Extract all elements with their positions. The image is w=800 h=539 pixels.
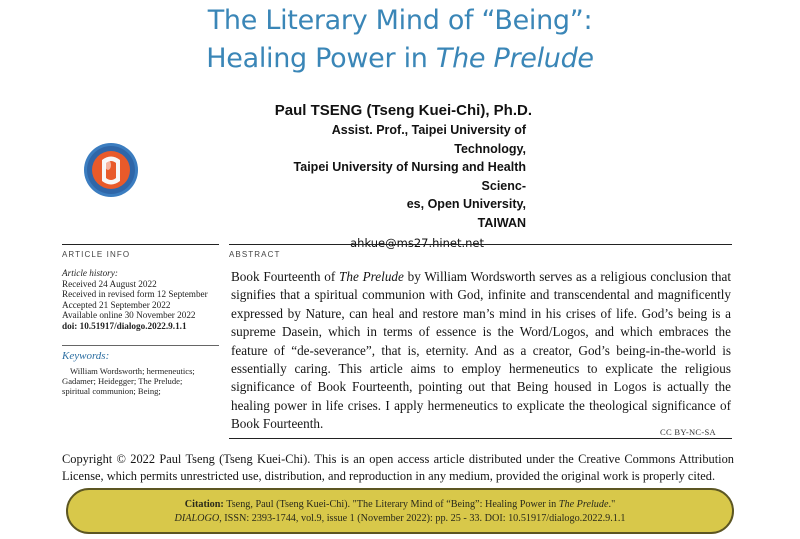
- affiliation-line: Taipei University of Nursing and Health Scienc-: [293, 160, 526, 193]
- citation-ref-suffix: .": [608, 499, 616, 510]
- doi-link[interactable]: doi: 10.51917/dialogo.2022.9.1.1: [62, 320, 187, 331]
- abstract-text: [231, 268, 731, 434]
- keywords-line: Gadamer; Heidegger; The Prelude;: [62, 376, 183, 386]
- abstract-part: by William Wordsworth serves as a religious conclusion that signifies that a spiritual communion with God, infinite and transcendental and magnificently expressed by Nature, can heal and restore man’s mind in his crises of life. God’s being is a supreme Dasein, which in terms of essence is the Word/Logos, and which embraces the feature of “de-severance”, that is, eternity. And as a creator, God’s being-in-the-world is essentially caring. This article aims to employ hermeneutics to explicate the religious significance of Book Fourteenth, pointing out that Being housed in Logos is actually the healing power in life crises. I apply hermeneutics to explicate the theological significance of Book Fourteenth.: [231, 269, 732, 432]
- license-label: CC BY-NC-SA: [660, 427, 716, 437]
- history-item: Available online 30 November 2022: [62, 310, 196, 321]
- copyright-notice: Copyright © 2022 Paul Tseng (Tseng Kuei-Chi). This is an open access article distributed under the Creative Commons Attribution License, which permits unrestricted use, distribution, and reproduction in any medium, provided the original work is properly cited.: [62, 452, 734, 483]
- affiliation-line: TAIWAN: [477, 215, 526, 230]
- article-title-line-1: The Literary Mind of “Being”:: [207, 5, 593, 36]
- abstract-italic-title: The Prelude: [339, 269, 404, 284]
- citation-details: , ISSN: 2393-1744, vol.9, issue 1 (November 2022): pp. 25 - 33. DOI: 10.51917/dialogo.2022.9.1.1: [219, 513, 626, 524]
- citation-ref: Tseng, Paul (Tseng Kuei-Chi). "The Literary Mind of “Being”: Healing Power in: [223, 499, 559, 510]
- citation-journal: DIALOGO: [174, 513, 220, 524]
- article-history: [62, 268, 222, 332]
- citation-box: [66, 488, 734, 534]
- citation-ref-italic: The Prelude: [558, 499, 609, 510]
- article-info-heading: ARTICLE INFO: [62, 244, 219, 259]
- keywords-divider: [62, 345, 219, 346]
- article-title-line-2: [0, 40, 800, 78]
- citation-line-1: [68, 498, 732, 512]
- citation-label: Citation:: [184, 499, 224, 510]
- author-email[interactable]: ahkue@ms27.hinet.net: [350, 236, 484, 250]
- history-label: Article history:: [62, 268, 118, 278]
- history-item: Received 24 August 2022: [62, 278, 157, 289]
- open-access-logo-icon: [82, 141, 140, 199]
- history-item: Accepted 21 September 2022: [62, 299, 171, 310]
- keywords-list: [62, 366, 219, 396]
- keywords-line: spiritual communion; Being;: [62, 386, 161, 396]
- title-prefix: Healing Power in: [206, 43, 436, 74]
- abstract-bottom-rule: [229, 438, 732, 439]
- affiliation-line: es, Open University,: [406, 197, 526, 211]
- author-block: [262, 101, 540, 252]
- abstract-part: Book Fourteenth of: [231, 269, 340, 284]
- citation-line-2: [68, 512, 732, 526]
- keywords-heading: Keywords:: [62, 350, 110, 362]
- abstract-heading: ABSTRACT: [229, 244, 732, 259]
- history-item: Received in revised form 12 September: [62, 289, 208, 300]
- author-name: Paul TSENG (Tseng Kuei-Chi), Ph.D.: [274, 102, 532, 119]
- keywords-line: William Wordsworth; hermeneutics;: [70, 366, 195, 376]
- affiliation-line: Assist. Prof., Taipei University of Technology,: [331, 123, 526, 156]
- title-italic: The Prelude: [435, 43, 594, 74]
